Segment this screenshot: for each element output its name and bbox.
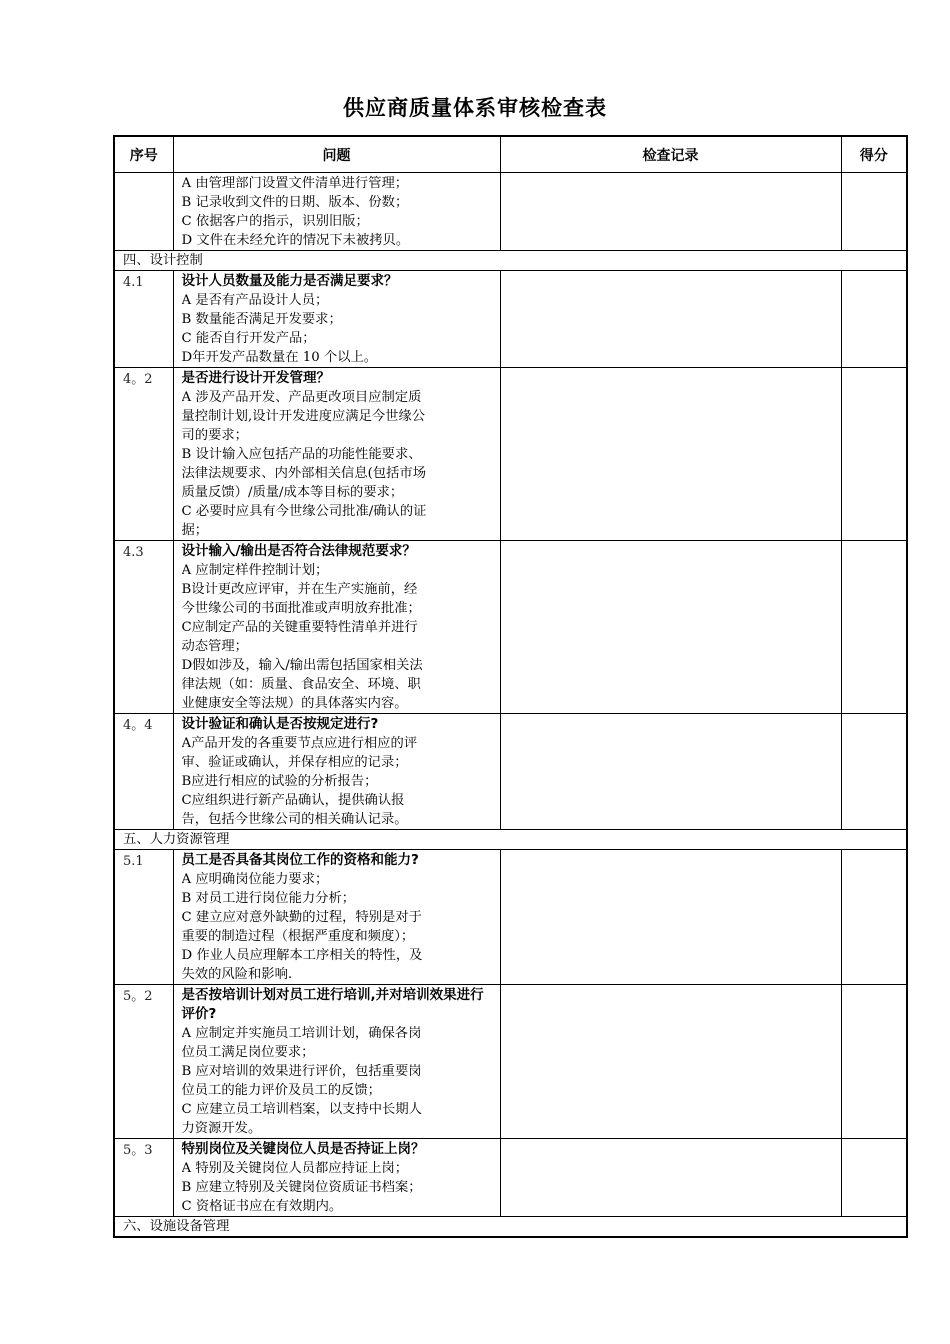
- item-number: 4。2: [114, 368, 173, 541]
- record-cell[interactable]: [500, 271, 841, 368]
- item-number: 5。3: [114, 1139, 173, 1217]
- item-number: 4.3: [114, 541, 173, 714]
- section-title: 五、人力资源管理: [114, 830, 907, 850]
- record-cell[interactable]: [500, 850, 841, 985]
- criteria-line: B 设计输入应包括产品的功能性能要求、: [181, 447, 422, 462]
- audit-checklist-table: [113, 135, 908, 1238]
- criteria-line: C 能否自行开发产品；: [181, 331, 316, 346]
- question-heading: 员工是否具备其岗位工作的资格和能力?: [181, 852, 419, 868]
- column-header-score: 得分: [841, 136, 907, 173]
- table-row: [114, 985, 907, 1139]
- score-cell[interactable]: [841, 714, 907, 830]
- criteria-line: C 必要时应具有今世缘公司批准/确认的证: [181, 504, 427, 519]
- table-body: [114, 173, 907, 1238]
- score-cell[interactable]: [841, 850, 907, 985]
- question-heading: 是否按培训计划对员工进行培训,并对培训效果进行评价?: [181, 987, 484, 1022]
- criteria-line: 量控制计划,设计开发进度应满足今世缘公: [181, 409, 426, 424]
- criteria-line: B设计更改应评审，并在生产实施前，经: [181, 582, 418, 597]
- question-heading: 设计输入/输出是否符合法律规范要求？: [181, 543, 416, 559]
- criteria-line: A 由管理部门设置文件清单进行管理；: [181, 176, 409, 191]
- question-heading: 设计验证和确认是否按规定进行?: [181, 716, 379, 732]
- criteria-line: 业健康安全等法规）的具体落实内容。: [181, 696, 408, 711]
- record-cell[interactable]: [500, 714, 841, 830]
- item-number: 5.1: [114, 850, 173, 985]
- criteria-line: C 依据客户的指示，识别旧版；: [181, 214, 369, 229]
- page-title: 供应商质量体系审核检查表: [343, 96, 607, 120]
- criteria-line: A 是否有产品设计人员；: [181, 293, 329, 308]
- criteria-line: B 应对培训的效果进行评价，包括重要岗: [181, 1064, 422, 1079]
- criteria-line: 据；: [181, 523, 209, 538]
- score-cell[interactable]: [841, 985, 907, 1139]
- record-cell[interactable]: [500, 368, 841, 541]
- criteria-line: 质量反馈）/质量/成本等目标的要求；: [181, 485, 404, 500]
- section-row: [114, 1217, 907, 1238]
- section-row: [114, 251, 907, 271]
- criteria-line: 司的要求；: [181, 428, 248, 443]
- question-cell: [173, 271, 500, 368]
- question-cell: [173, 850, 500, 985]
- table-row: [114, 173, 907, 251]
- item-number: 4。4: [114, 714, 173, 830]
- table-row: [114, 850, 907, 985]
- item-number: [114, 173, 173, 251]
- record-cell[interactable]: [500, 173, 841, 251]
- score-cell[interactable]: [841, 541, 907, 714]
- criteria-line: C 应建立员工培训档案，以支持中长期人: [181, 1102, 422, 1117]
- item-number: 5。2: [114, 985, 173, 1139]
- record-cell[interactable]: [500, 541, 841, 714]
- criteria-line: 动态管理；: [181, 639, 248, 654]
- criteria-line: C应组织进行新产品确认，提供确认报: [181, 793, 405, 808]
- criteria-line: 今世缘公司的书面批准或声明放弃批准；: [181, 601, 421, 616]
- score-cell[interactable]: [841, 1139, 907, 1217]
- table-row: [114, 1139, 907, 1217]
- criteria-line: 位员工的能力评价及员工的反馈；: [181, 1083, 381, 1098]
- score-cell[interactable]: [841, 271, 907, 368]
- criteria-line: B 记录收到文件的日期、版本、份数；: [181, 195, 409, 210]
- column-header-question: 问题: [173, 136, 500, 173]
- score-cell[interactable]: [841, 368, 907, 541]
- question-cell: [173, 714, 500, 830]
- question-cell: [173, 541, 500, 714]
- table-row: [114, 714, 907, 830]
- table-row: [114, 368, 907, 541]
- criteria-line: 告，包括今世缘公司的相关确认记录。: [181, 812, 408, 827]
- criteria-line: 力资源开发。: [181, 1121, 262, 1136]
- criteria-line: 律法规（如：质量、食品安全、环境、职: [181, 677, 421, 692]
- criteria-line: A 应明确岗位能力要求；: [181, 872, 329, 887]
- section-title: 四、设计控制: [114, 251, 907, 271]
- criteria-line: A 应制定样件控制计划；: [181, 563, 329, 578]
- item-number: 4.1: [114, 271, 173, 368]
- question-cell: [173, 1139, 500, 1217]
- criteria-line: C应制定产品的关键重要特性清单并进行: [181, 620, 418, 635]
- question-cell: [173, 985, 500, 1139]
- question-heading: 特别岗位及关键岗位人员是否持证上岗？: [181, 1141, 425, 1157]
- question-heading: 是否进行设计开发管理？: [181, 370, 330, 386]
- criteria-line: A 涉及产品开发、产品更改项目应制定质: [181, 390, 422, 405]
- record-cell[interactable]: [500, 985, 841, 1139]
- column-header-no: 序号: [114, 136, 173, 173]
- table-row: [114, 271, 907, 368]
- column-header-record: 检查记录: [500, 136, 841, 173]
- criteria-line: D年开发产品数量在 10 个以上。: [181, 350, 378, 365]
- section-row: [114, 830, 907, 850]
- question-cell: [173, 368, 500, 541]
- criteria-line: C 资格证书应在有效期内。: [181, 1199, 343, 1214]
- criteria-line: C 建立应对意外缺勤的过程，特别是对于: [181, 910, 422, 925]
- table-row: [114, 541, 907, 714]
- criteria-line: 失效的风险和影响.: [181, 967, 293, 982]
- criteria-line: 审、验证或确认，并保存相应的记录；: [181, 755, 408, 770]
- criteria-line: 重要的制造过程（根据严重度和频度）；: [181, 929, 415, 944]
- section-title: 六、设施设备管理: [114, 1217, 907, 1238]
- criteria-line: 位员工满足岗位要求；: [181, 1045, 315, 1060]
- table-header-row: [114, 136, 907, 173]
- criteria-line: 法律法规要求、内外部相关信息(包括市场: [181, 466, 427, 481]
- criteria-line: B 对员工进行岗位能力分析；: [181, 891, 356, 906]
- criteria-line: A产品开发的各重要节点应进行相应的评: [181, 736, 418, 751]
- criteria-line: A 应制定并实施员工培训计划，确保各岗: [181, 1026, 422, 1041]
- criteria-line: A 特别及关键岗位人员都应持证上岗；: [181, 1161, 409, 1176]
- criteria-line: D 文件在未经允许的情况下未被拷贝。: [181, 233, 410, 248]
- criteria-line: B 数量能否满足开发要求；: [181, 312, 342, 327]
- record-cell[interactable]: [500, 1139, 841, 1217]
- score-cell[interactable]: [841, 173, 907, 251]
- criteria-line: B 应建立特别及关键岗位资质证书档案；: [181, 1180, 422, 1195]
- criteria-line: D假如涉及，输入/输出需包括国家相关法: [181, 658, 423, 673]
- question-cell: [173, 173, 500, 251]
- criteria-line: B应进行相应的试验的分析报告；: [181, 774, 378, 789]
- question-heading: 设计人员数量及能力是否满足要求？: [181, 273, 398, 289]
- criteria-line: D 作业人员应理解本工序相关的特性，及: [181, 948, 423, 963]
